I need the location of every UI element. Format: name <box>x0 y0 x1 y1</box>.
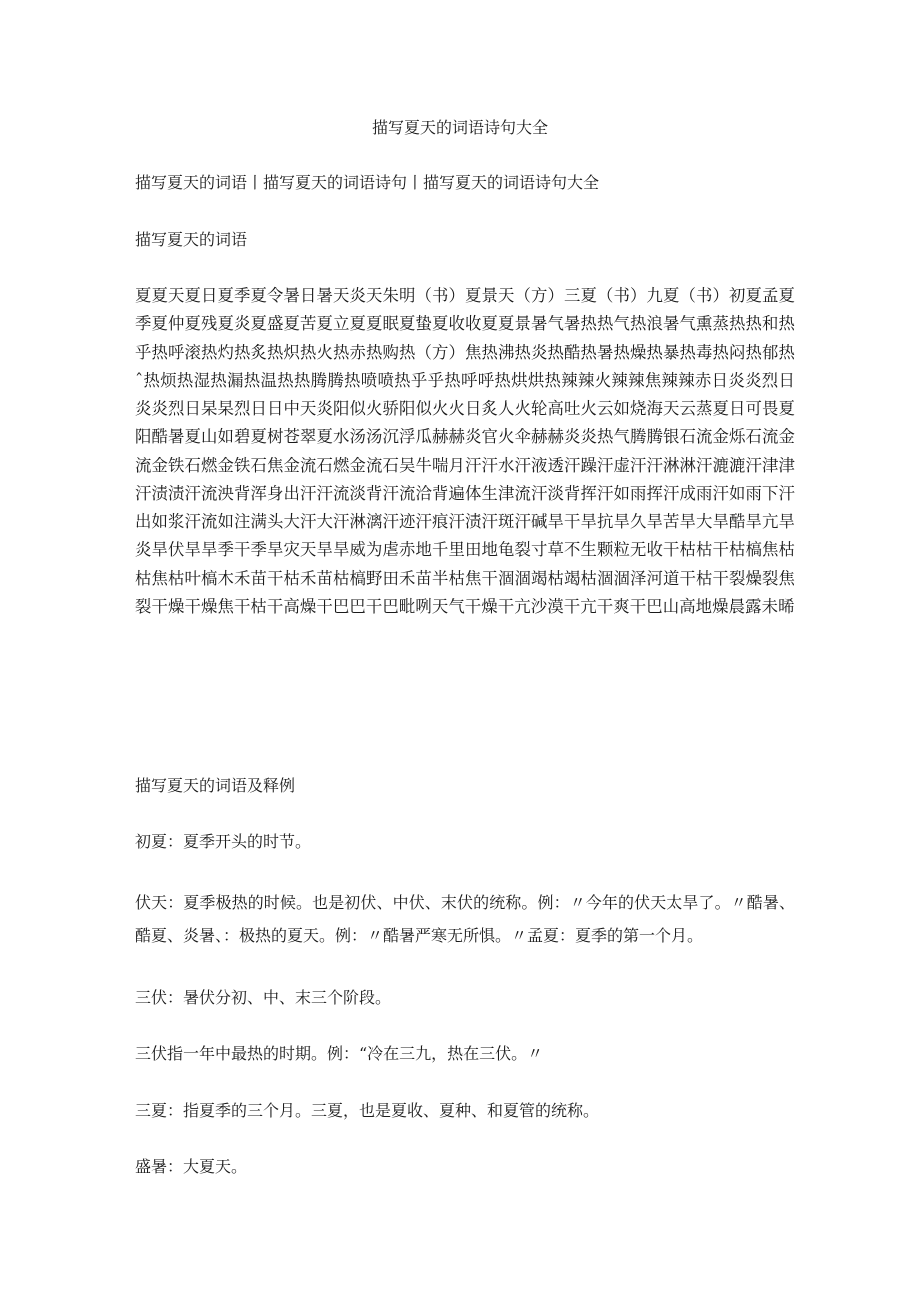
paragraph-sanxia: 三夏：指夏季的三个月。三夏，也是夏收、夏种、和夏管的统称。 <box>135 1101 600 1120</box>
section-heading-explanations: 描写夏天的词语及释例 <box>135 776 296 795</box>
summer-word-list: 夏夏天夏日夏季夏令暑日暑天炎天朱明（书）夏景天（方）三夏（书）九夏（书）初夏孟夏季夏仲夏残夏炎夏盛夏苦夏立夏夏眠夏蛰夏收收夏夏景暑气暑热热气热浪暑气熏蒸热热和热乎热呼滚热灼热炙热炽热火热赤热购热（方）焦热沸热炎热酷热暑热燥热暴热毒热闷热郁热ˆ热烦热湿热漏热温热热腾腾热喷喷热乎乎热呼呼热烘烘热辣辣火辣辣焦辣辣赤日炎炎烈日炎炎烈日杲杲烈日日中天炎阳似火骄阳似火火日炙人火轮高吐火云如烧海天云蒸夏日可畏夏阳酷暑夏山如碧夏树苍翠夏水汤汤沉浮瓜赫赫炎官火伞赫赫炎炎热气腾腾银石流金烁石流金流金铁石燃金铁石焦金流石燃金流石吴牛喘月汗汗水汗液透汗躁汗虚汗汗淋淋汗漉漉汗津津汗渍渍汗流泱背浑身出汗汗流淡背汗流洽背遍体生津流汗淡背挥汗如雨挥汗成雨汗如雨下汗出如浆汗流如注满头大汗大汗淋漓汗迹汗痕汗渍汗斑汗碱旱干旱抗旱久旱苦旱大旱酷旱亢旱炎旱伏旱旱季干季旱灾天旱旱威为虐赤地千里田地龟裂寸草不生颗粒无收干枯枯干枯槁焦枯枯焦枯叶槁木禾苗干枯禾苗枯槁野田禾苗半枯焦干涸涸竭枯竭枯涸涸泽河道干枯干裂燥裂焦裂干燥干燥焦干枯干高燥干巴巴干巴毗咧天气干燥干亢沙漠干亢干爽干巴山高地燥晨露未晞 <box>135 286 795 616</box>
paragraph-chuxia: 初夏：夏季开头的时节。 <box>135 832 312 851</box>
document-subtitle: 描写夏天的词语丨描写夏天的词语诗句丨描写夏天的词语诗句大全 <box>135 173 600 192</box>
paragraph-sanfu-definition: 三伏指一年中最热的时期。例：“冷在三九，热在三伏。〃 <box>135 1044 544 1063</box>
paragraph-sanfu: 三伏：暑伏分初、中、末三个阶段。 <box>135 988 392 1007</box>
paragraph-futian: 伏天：夏季极热的时候。也是初伏、中伏、末伏的统称。例：〃今年的伏天太旱了。〃酷暑、酷夏、炎暑、：极热的夏天。例：〃酷暑严寒无所惧。〃孟夏：夏季的第一个月。 <box>135 893 795 945</box>
paragraph-shengshu: 盛暑：大夏天。 <box>135 1157 248 1176</box>
document-title: 描写夏天的词语诗句大全 <box>371 118 548 137</box>
section-heading-words: 描写夏天的词语 <box>135 230 248 249</box>
